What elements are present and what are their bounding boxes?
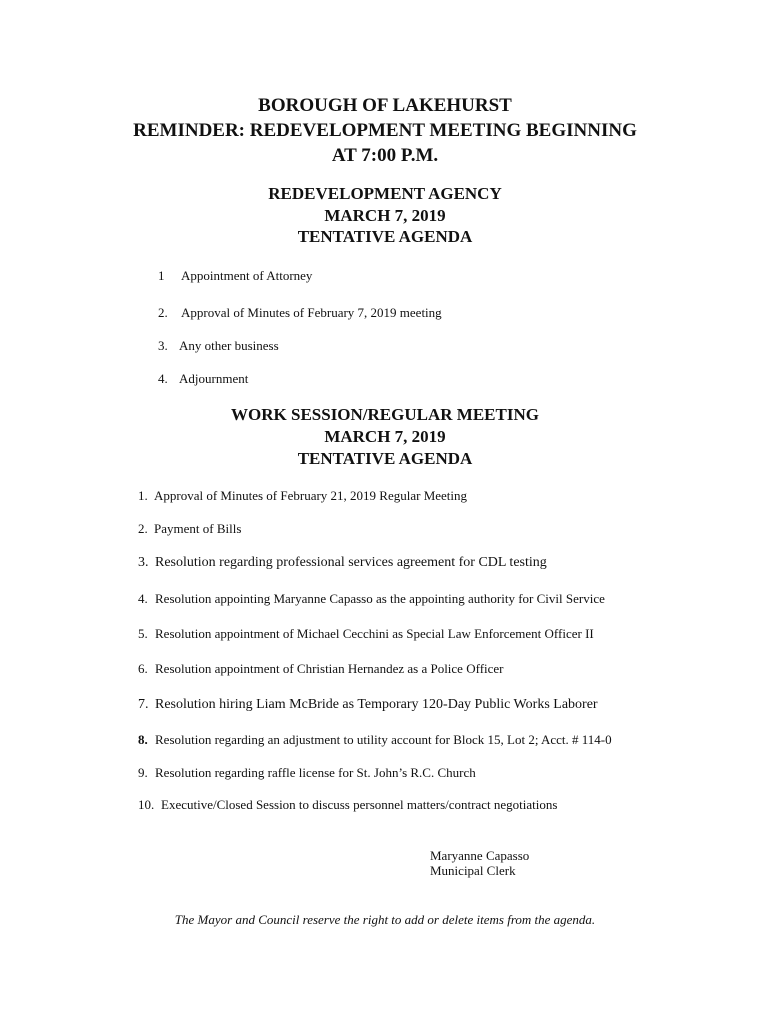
list-item [138,662,504,675]
item-number: 3. [158,338,168,353]
item-text: Approval of Minutes of February 21, 2019 Regular Meeting [154,488,468,503]
item-number: 2. [158,305,168,320]
list-item [138,733,612,746]
list-item [138,698,598,712]
footer-note: The Mayor and Council reserve the right to add or delete items from the agenda. [174,912,596,927]
item-text: Resolution hiring Liam McBride as Temporary 120-Day Public Works Laborer [155,697,598,712]
item-number: 8. [138,732,148,747]
redevelopment-date: MARCH 7, 2019 [324,206,446,225]
item-text: Payment of Bills [154,521,242,536]
item-text: Resolution regarding raffle license for St. John’s R.C. Church [155,765,476,780]
item-number: 4. [158,371,168,386]
list-item [138,556,547,570]
work-session-title: WORK SESSION/REGULAR MEETING [231,405,539,424]
signature-title: Municipal Clerk [430,863,516,878]
item-text: Resolution regarding professional services agreement for CDL testing [155,555,547,570]
list-item [158,306,442,319]
list-item [138,489,467,502]
item-text: Approval of Minutes of February 7, 2019 meeting [181,305,442,320]
item-number: 5. [138,626,148,641]
list-item [138,627,594,640]
item-number: 9. [138,765,148,780]
item-text: Resolution appointment of Michael Cecchini as Special Law Enforcement Officer II [155,626,594,641]
list-item [138,592,605,605]
header-line-2: REMINDER: REDEVELOPMENT MEETING BEGINNING [133,120,637,141]
redevelopment-title: REDEVELOPMENT AGENCY [268,184,502,203]
item-number: 6. [138,661,148,676]
item-text: Any other business [179,338,279,353]
item-text: Resolution regarding an adjustment to utility account for Block 15, Lot 2; Acct. # 114-0 [155,732,612,747]
list-item [158,339,279,352]
item-number: 7. [138,697,149,712]
item-number: 3. [138,555,149,570]
list-item [138,766,476,779]
item-number: 1 [158,268,165,283]
item-number: 4. [138,591,148,606]
item-text: Executive/Closed Session to discuss personnel matters/contract negotiations [161,797,558,812]
list-item [138,522,241,535]
item-number: 10. [138,797,155,812]
item-text: Appointment of Attorney [181,268,313,283]
work-session-subtitle: TENTATIVE AGENDA [297,449,473,468]
header-line-1: BOROUGH OF LAKEHURST [258,95,512,116]
list-item [158,372,248,385]
list-item [138,798,557,811]
item-number: 2. [138,521,148,536]
redevelopment-subtitle: TENTATIVE AGENDA [297,227,473,246]
work-session-date: MARCH 7, 2019 [324,427,446,446]
header-line-3: AT 7:00 P.M. [331,145,439,166]
list-item [158,269,312,282]
item-text: Resolution appointing Maryanne Capasso as the appointing authority for Civil Service [155,591,605,606]
signature-name: Maryanne Capasso [430,848,530,863]
item-text: Resolution appointment of Christian Hernandez as a Police Officer [155,661,504,676]
item-number: 1. [138,488,148,503]
item-text: Adjournment [179,371,249,386]
